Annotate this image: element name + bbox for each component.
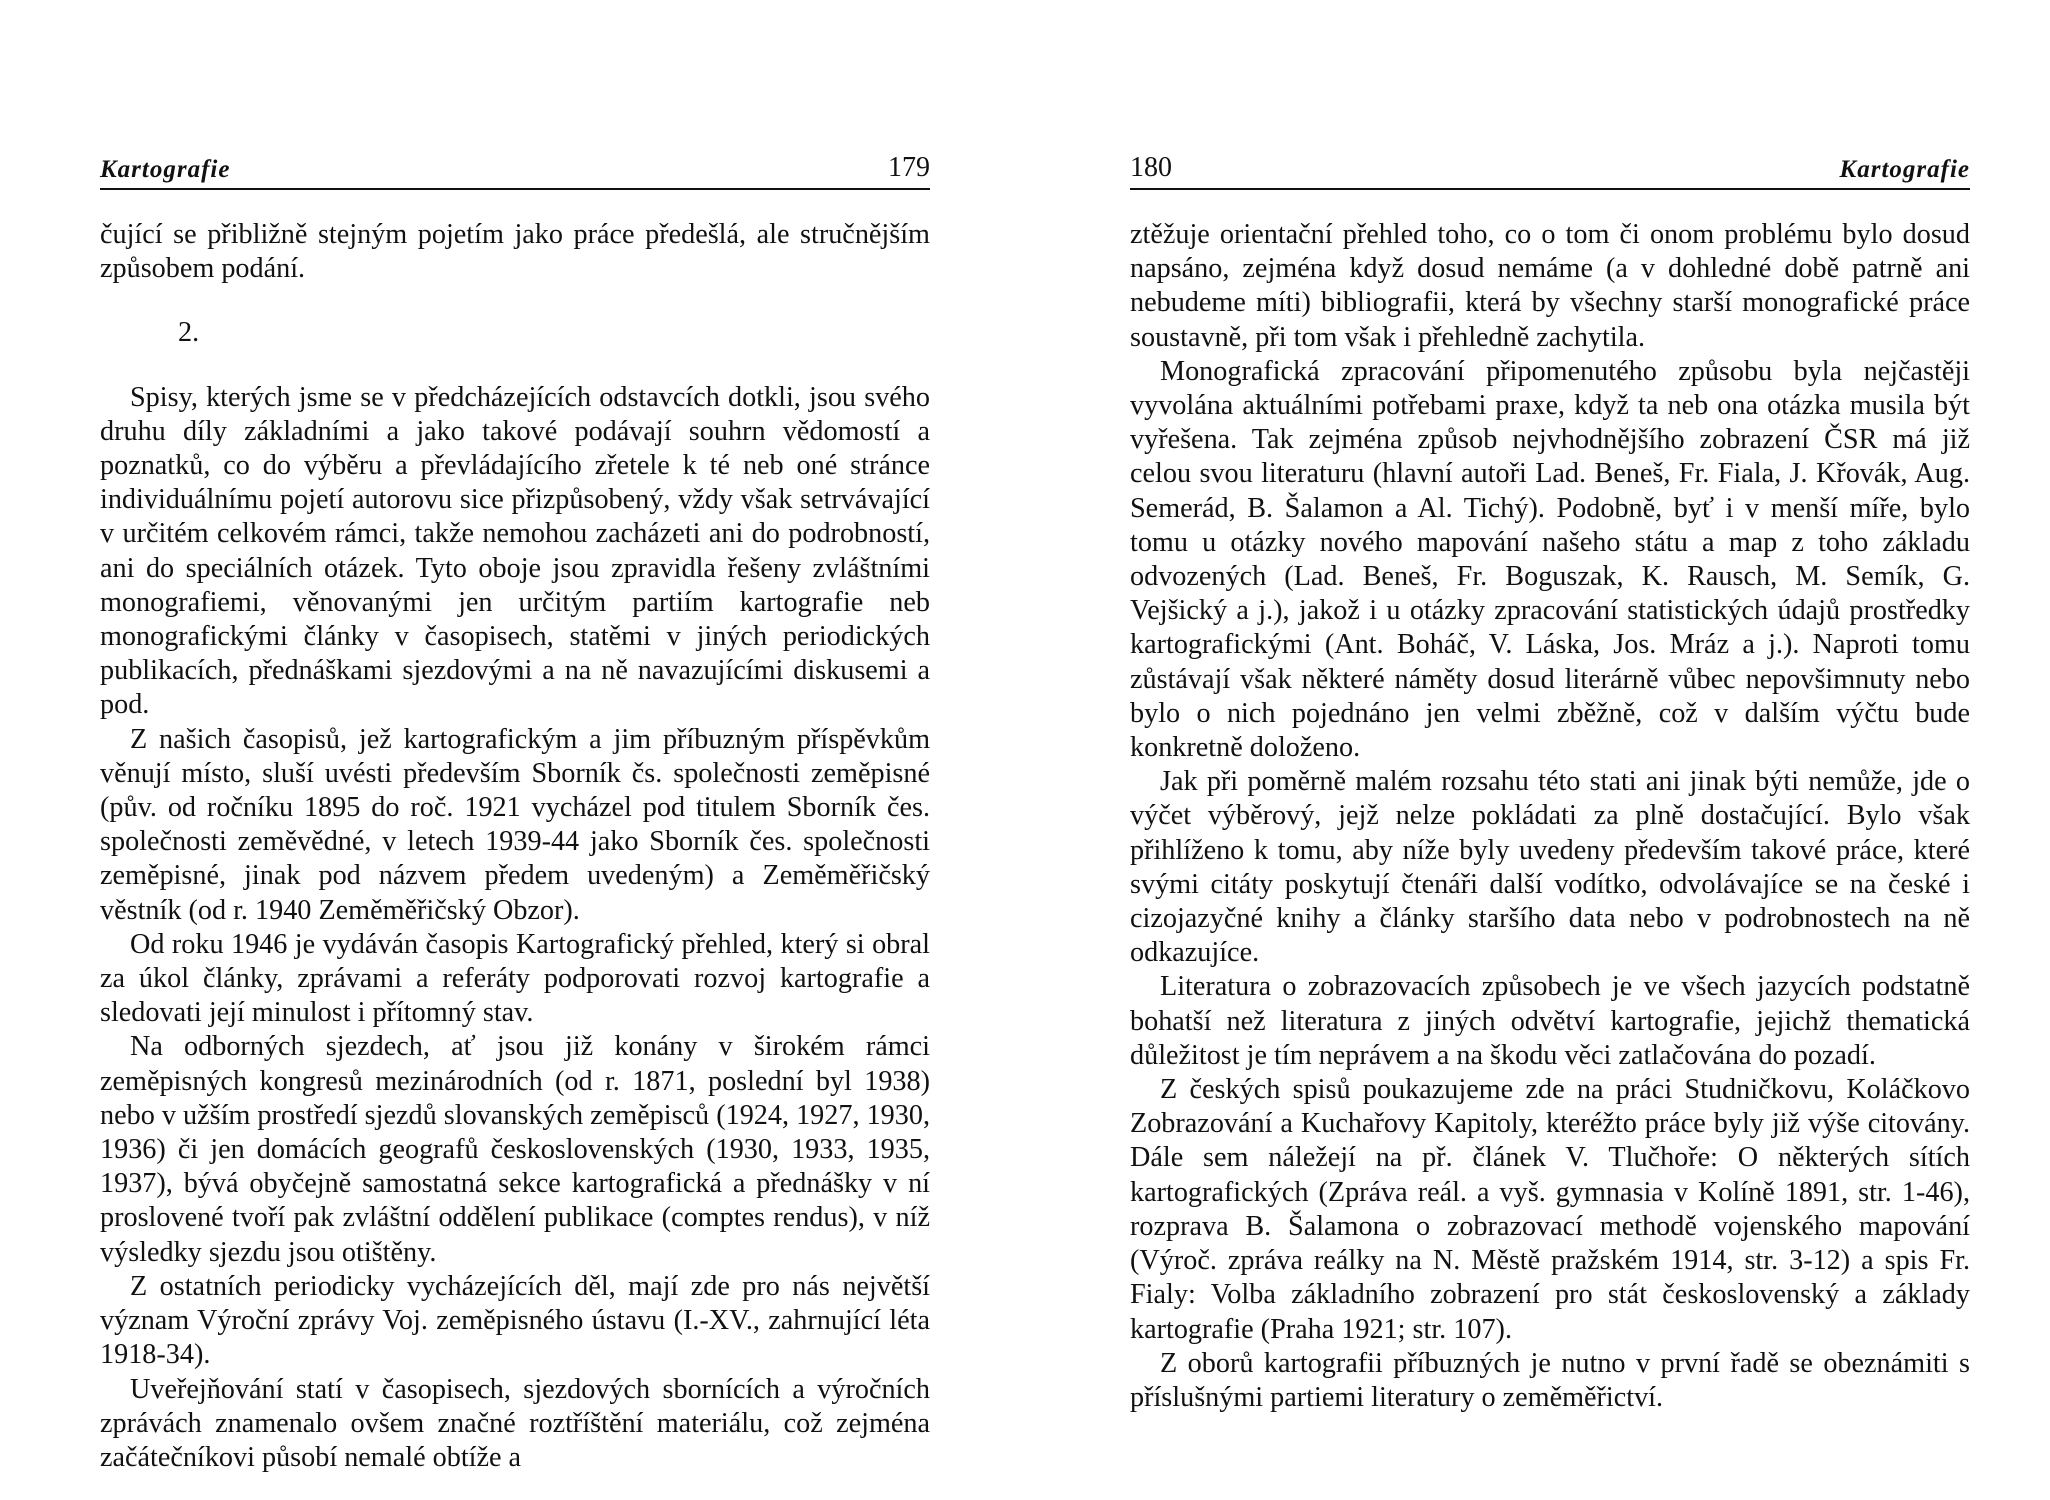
paragraph: Spisy, kterých jsme se v předcházejících odstavcích dotkli, jsou svého druhu díly základními a jako takové podávají souhrn vědomostí a poznatků, co do výběru a převládajícího zřetele k té neb oné stránce individuálnímu pojetí autorovu sice přizpůsobený, vždy však setrvávající v určitém celkovém rámci, takže nemohou zacházeti ani do podrobností, ani do speciálních otázek. Tyto oboje jsou zpravidla řešeny zvláštními monografiemi, věnovanými jen určitým partiím kartografie neb monografickými články v časopisech, statěmi v jiných periodických publikacích, přednáškami sjezdovými a na ně navazujícími diskusemi a pod.	[100, 381, 930, 721]
paragraph: Literatura o zobrazovacích způsobech je ve všech jazycích podstatně bohatší než literatura z jiných odvětví kartografie, jejichž thematická důležitost je tím neprávem a na škodu věci zatlačována do pozadí.	[1130, 971, 1970, 1071]
paragraph: Uveřejňování statí v časopisech, sjezdových sbornících a výročních zprávách znamenalo ovšem značné roztříštění materiálu, což zejména začátečníkovi působí nemalé obtíže a	[100, 1373, 930, 1473]
section-number: 2.	[178, 317, 200, 349]
running-title: Kartografie	[100, 156, 231, 183]
paragraph: Z českých spisů poukazujeme zde na práci Studničkovu, Koláčkovo Zobrazování a Kuchařovy Kapitoly, kteréžto práce byly již výše citovány. Dále sem náležejí na př. článek V. Tlučhoře: O některých sítích kartografických (Zpráva reál. a vyš. gymnasia v Kolíně 1891, str. 1-46), rozprava B. Šalamona o zobrazovací methodě vojenského mapování (Výroč. zpráva reálky na N. Městě pražském 1914, str. 3-12) a spis Fr. Fialy: Volba základního zobrazení pro stát československý a základy kartografie (Praha 1921; str. 107).	[1130, 1074, 1970, 1345]
left-page-header	[100, 150, 930, 190]
left-page-body	[100, 218, 930, 1475]
paragraph: Z oborů kartografii příbuzných je nutno v první řadě se obeznámiti s příslušnými partiemi literatury o zeměměřictví.	[1130, 1347, 1970, 1413]
left-page	[100, 150, 930, 1475]
page-number: 180	[1130, 152, 1172, 183]
right-page	[1130, 150, 1970, 1415]
right-page-body	[1130, 218, 1970, 1415]
paragraph: čující se přibližně stejným pojetím jako práce předešlá, ale stručnějším způsobem podání.	[100, 219, 930, 285]
right-page-header	[1130, 150, 1970, 190]
paragraph: ztěžuje orientační přehled toho, co o tom či onom problému bylo dosud napsáno, zejména když dosud nemáme (a v dohledné době patrně ani nebudeme míti) bibliografii, která by všechny starší monografické práce soustavně, při tom však i přehledně zachytila.	[1130, 219, 1970, 353]
paragraph: Na odborných sjezdech, ať jsou již konány v širokém rámci zeměpisných kongresů mezinárodních (od r. 1871, poslední byl 1938) nebo v užším prostředí sjezdů slovanských zeměpisců (1924, 1927, 1930, 1936) či jen domácích geografů československých (1930, 1933, 1935, 1937), bývá obyčejně samostatná sekce kartografická a přednášky v ní proslovené tvoří pak zvláštní oddělení publikace (comptes rendus), v níž výsledky sjezdu jsou otištěny.	[100, 1031, 930, 1268]
running-title: Kartografie	[1839, 156, 1970, 183]
paragraph: Z našich časopisů, jež kartografickým a jim příbuzným příspěvkům věnují místo, sluší uvésti především Sborník čs. společnosti zeměpisné (pův. od ročníku 1895 do roč. 1921 vycházel pod titulem Sborník čes. společnosti zeměvědné, v letech 1939-44 jako Sborník čes. společnosti zeměpisné, jinak pod názvem předem uvedeným) a Zeměměřičský věstník (od r. 1940 Zeměměřičský Obzor).	[100, 723, 930, 926]
page-number: 179	[888, 152, 930, 183]
paragraph: Od roku 1946 je vydáván časopis Kartografický přehled, který si obral za úkol články, zprávami a referáty podporovati rozvoj kartografie a sledovati její minulost i přítomný stav.	[100, 928, 930, 1029]
paragraph: Jak při poměrně malém rozsahu této stati ani jinak býti nemůže, jde o výčet výběrový, jejž nelze pokládati za plně dostačující. Bylo však přihlíženo k tomu, aby níže byly uvedeny především takové práce, které svými citáty poskytují čtenáři další vodítko, odvolávajíce se na české i cizojazyčné knihy a články staršího data nebo v podrobnostech na ně odkazujíce.	[1130, 766, 1970, 969]
paragraph: Z ostatních periodicky vycházejících děl, mají zde pro nás největší význam Výroční zprávy Voj. zeměpisného ústavu (I.-XV., zahrnující léta 1918-34).	[100, 1270, 930, 1371]
paragraph: Monografická zpracování připomenutého způsobu byla nejčastěji vyvolána aktuálními potřebami praxe, když ta neb ona otázka musila být vyřešena. Tak zejména způsob nejvhodnějšího zobrazení ČSR má již celou svou literaturu (hlavní autoři Lad. Beneš, Fr. Fiala, J. Křovák, Aug. Semerád, B. Šalamon a Al. Tichý). Podobně, byť i v menší míře, bylo tomu u otázky nového mapování našeho státu a map z toho základu odvozených (Lad. Beneš, Fr. Boguszak, K. Rausch, M. Semík, G. Vejšický a j.), jakož i u otázky zpracování statistických údajů prostředky kartografickými (Ant. Boháč, V. Láska, Jos. Mráz a j.). Naproti tomu zůstávají však některé náměty dosud literárně vůbec nepovšimnuty nebo bylo o nich pojednáno jen velmi zběžně, což v dalším výčtu bude konkretně doloženo.	[1130, 355, 1970, 764]
